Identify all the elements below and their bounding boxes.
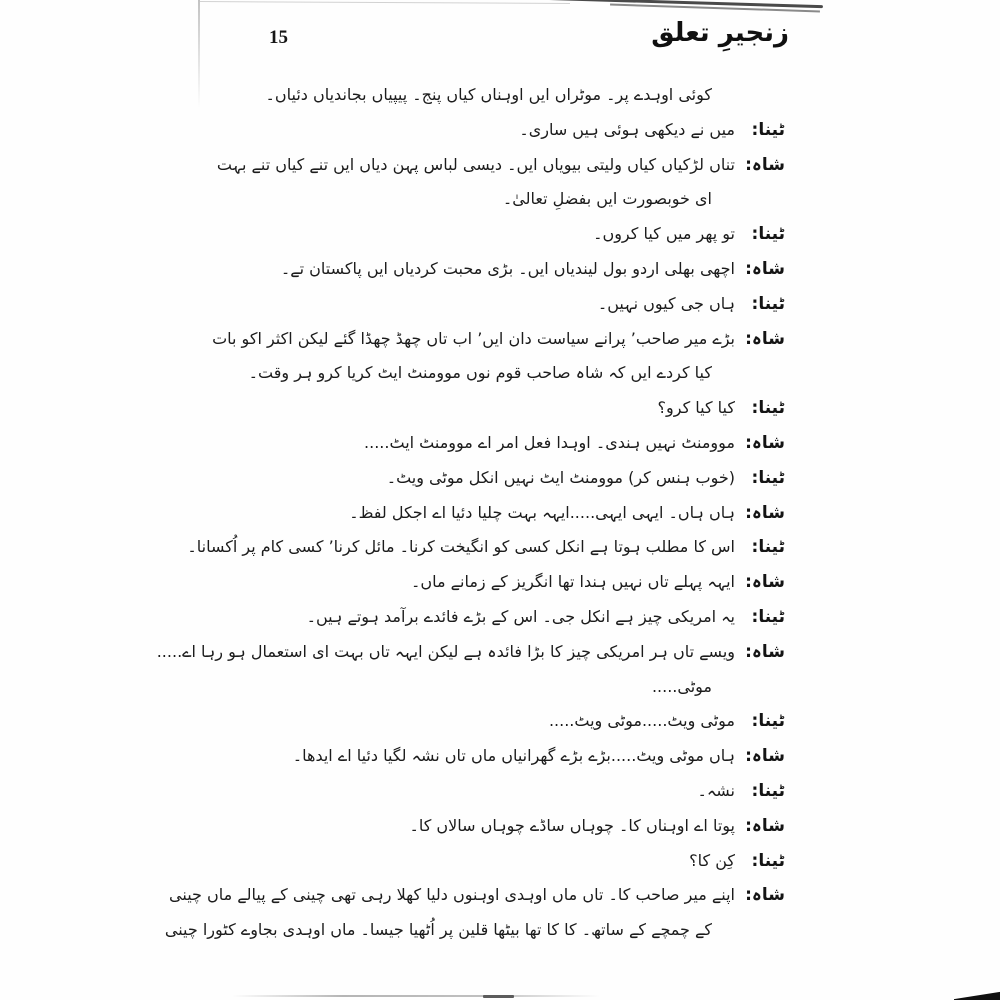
dialogue-row [130,913,785,948]
dialogue-text: اپنے میر صاحب کا۔ تاں ماں اوہدی اوہنوں دلیا کھلا رہی تھی چینی کے پیالے ماں چینی [169,885,735,905]
dialogue-text: اچھی بھلی اردو بول لیندیاں ایں۔ بڑی محبت کردیاں ایں پاکستان تے۔ [280,258,735,278]
dialogue-text: یہ امریکی چیز ہے انکل جی۔ اس کے بڑے فائدے برآمد ہوتے ہیں۔ [306,606,735,626]
dialogue-text: کے چمچے کے ساتھ۔ کا کا تھا بیٹھا قلین پر اُٹھیا جیسا۔ ماں اوہدی بجاوے کٹورا چینی [164,920,712,940]
dialogue-text: موٹی..... [651,676,712,696]
dialogue-row [130,600,785,635]
dialogue-text: میں نے دیکھی ہوئی ہیں ساری۔ [519,119,735,139]
dialogue-text: کوئی اوہدے پر۔ موٹراں ایں اوہناں کیاں پنج۔ پیپیاں بجاندیاں دئیاں۔ [265,85,712,104]
speaker-label: ٹینا: [751,780,785,801]
dialogue-row [130,496,785,531]
book-title: زنجیرِ تعلق [651,18,789,48]
speaker-label: ٹینا: [751,224,785,245]
dialogue-row [130,530,785,565]
speaker-label: ٹینا: [751,606,785,627]
dialogue-row [130,704,785,739]
scan-smudge-bottom [232,995,600,997]
dialogue-row [130,287,785,322]
speaker-label: شاہ: [745,154,785,175]
dialogue-row [130,878,785,913]
dialogue-text: ای خوبصورت ایں بفضلِ تعالیٰ۔ [502,189,712,209]
dialogue-text: کیا کیا کرو؟ [657,398,735,418]
speaker-label: شاہ: [745,885,785,906]
dialogue-row [130,113,785,148]
dialogue-text: ویسے تاں ہر امریکی چیز کا بڑا فائدہ ہے لیکن ایہہ تاں بہت ای استعمال ہو رہا اے..... [156,641,735,661]
dialogue-text: اس کا مطلب ہوتا ہے انکل کسی کو انگیخت کرنا۔ مائل کرنا’ کسی کام پر اُکسانا۔ [187,537,735,557]
dialogue-row [130,252,785,287]
speaker-label: ٹینا: [751,293,785,314]
dialogue-text: ہاں ہاں۔ ایہی ایہی.....ایہہ بہت چلیا دئیا اے اجکل لفظ۔ [349,502,735,522]
dialogue-text: نشہ۔ [697,780,735,800]
dialogue-row [130,461,785,496]
dialogue-row [130,391,785,426]
dialogue-row [130,739,785,774]
speaker-label: شاہ: [745,572,785,593]
scan-smudge-bottom-dark [483,995,514,998]
dialogue-row [130,322,785,357]
dialogue-row [130,426,785,461]
scan-corner-bottom-right [954,991,1000,1000]
dialogue-row [130,809,785,844]
speaker-label: ٹینا: [751,467,785,488]
dialogue-text: تناں لڑکیاں کیاں ولیتی بیویاں ایں۔ دیسی لباس پہن دیاں ایں تنے کیاں تنے بہت [216,154,735,174]
speaker-label: ٹینا: [751,537,785,558]
dialogue-row [130,635,785,670]
page-number: 15 [269,27,288,48]
speaker-label: شاہ: [745,328,785,349]
dialogue-text: بڑے میر صاحب’ پرانے سیاست دان ایں’ اب تاں چھڈ چھڈا گئے لیکن اکثر اکو بات [212,328,735,348]
speaker-label: ٹینا: [751,850,785,871]
dialogue-text: ہاں موٹی ویٹ.....بڑے بڑے گھرانیاں ماں تاں نشہ لگیا دئیا اے ایدھا۔ [292,746,735,766]
speaker-label: شاہ: [745,432,785,453]
dialogue-text: موٹی ویٹ.....موٹی ویٹ..... [548,711,735,731]
dialogue-text: کیا کردے ایں کہ شاہ صاحب قوم نوں موومنٹ ایٹ کریا کرو ہر وقت۔ [248,363,712,383]
dialogue-row [130,844,785,879]
dialogue-row [130,217,785,252]
dialogue-block [130,78,785,948]
dialogue-text: (خوب ہنس کر) موومنٹ ایٹ نہیں انکل موٹی ویٹ۔ [386,467,735,487]
dialogue-row [130,670,785,705]
speaker-label: شاہ: [745,641,785,662]
dialogue-text: کِن کا؟ [689,850,735,870]
speaker-label: شاہ: [745,746,785,767]
speaker-label: ٹینا: [751,398,785,419]
dialogue-row [130,565,785,600]
dialogue-row [130,148,785,183]
dialogue-text: پوتا اے اوہناں کا۔ چوہاں ساڈے چوہاں سالاں کا۔ [409,815,735,835]
speaker-label: ٹینا: [751,711,785,732]
dialogue-text: تو پھر میں کیا کروں۔ [593,224,735,244]
speaker-label: شاہ: [745,258,785,279]
speaker-label: شاہ: [745,815,785,836]
speaker-label: ٹینا: [751,119,785,140]
dialogue-row [130,774,785,809]
dialogue-text: ایہہ پہلے تاں نہیں ہندا تھا انگریز کے زمانے ماں۔ [411,572,735,592]
speaker-label: شاہ: [745,502,785,523]
dialogue-row [130,182,785,217]
scan-edge-top-faint [200,1,570,4]
dialogue-text: ہاں جی کیوں نہیں۔ [597,293,735,313]
dialogue-row [130,356,785,391]
dialogue-text: موومنٹ نہیں ہندی۔ اوہدا فعل امر اے موومنٹ ایٹ..... [364,432,735,452]
dialogue-row [130,78,785,113]
